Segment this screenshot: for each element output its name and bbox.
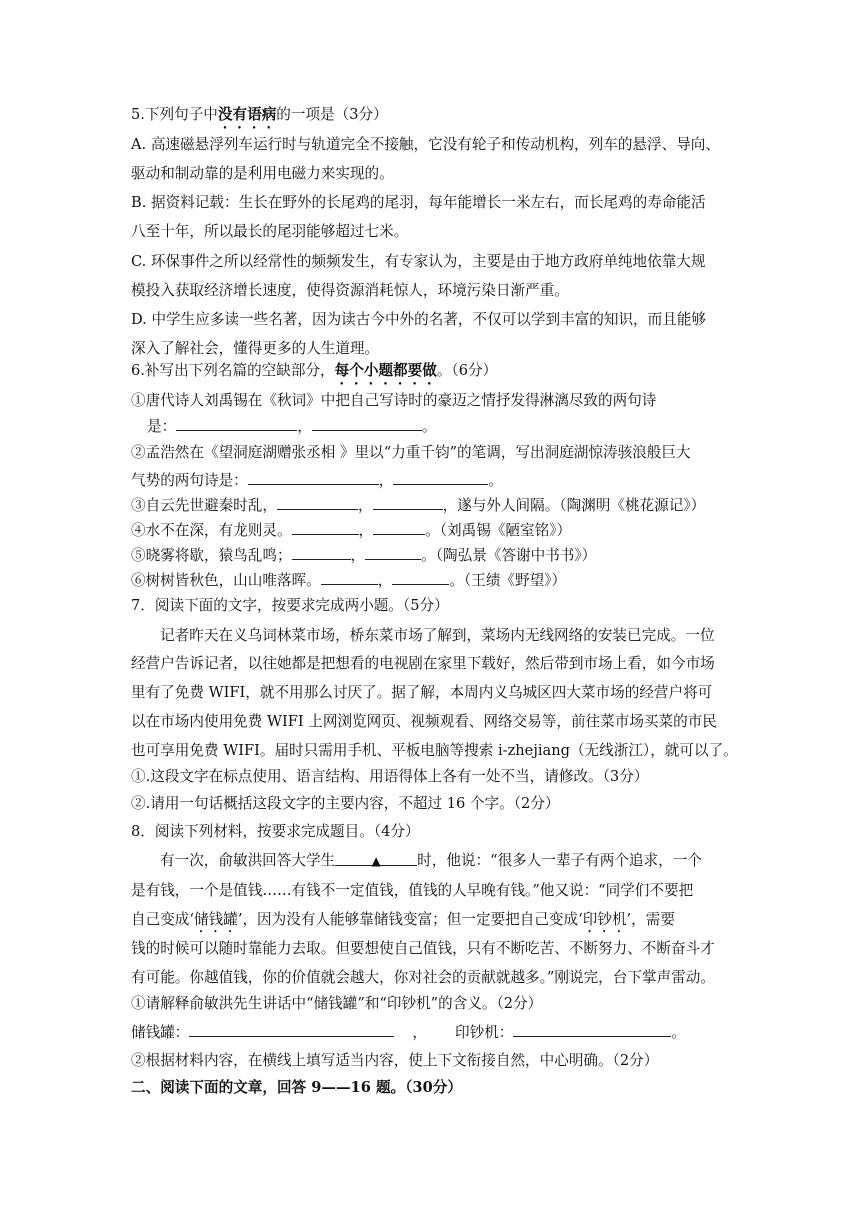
q5-option-d-line1: D. 中学生应多读一些名著，因为读古今中外的名著，不仅可以学到丰富的知识，而且能够 [131, 311, 707, 328]
q6-item6-prefix: ⑥树树皆秋色，山山唯落晖。 [131, 572, 321, 589]
q7-paragraph-line5: 也可享用免费 WIFI。届时只需用手机、平板电脑等搜索 i-zhejiang（无线浙江），就可以了。 [131, 742, 738, 759]
q8-paragraph-line5: 有可能。你越值钱，你的价值就会越大，你对社会的贡献就越多。”刚说完，台下掌声雷动。 [131, 969, 715, 986]
q6-item5-prefix: ⑤晓雾将歇，猿鸟乱鸣； [131, 547, 292, 564]
q6-item1-blank2[interactable] [312, 416, 422, 431]
q6-item1-blank1[interactable] [176, 416, 297, 431]
q5-option-c-line1: C. 环保事件之所以经常性的频频发生，有专家认为，主要是由于地方政府单纯地依靠大规 [131, 253, 706, 270]
q6-title-start: 6.补写出下列名篇的空缺部分， [131, 362, 335, 379]
triangle-marker-icon: ▲ [371, 854, 381, 868]
q7-paragraph-line2: 经营户告诉记者，以往她都是把想看的电视剧在家里下载好，然后带到市场上看，如今市场 [131, 655, 715, 672]
section-2-heading: 二、阅读下面的文章，回答 9——16 题。（30分） [131, 1079, 462, 1096]
q6-item2-sep: ， [378, 472, 394, 489]
q7-paragraph-line3: 里有了免费 WIFI，就不用那么讨厌了。据了解，本周内义乌城区四大菜市场的经营户将可 [131, 684, 713, 701]
q5-title [131, 105, 388, 132]
q8-paragraph-line2: 是有钱，一个是值钱……有钱不一定值钱，值钱的人早晚有钱。”他又说：“同学们不要把 [131, 882, 694, 899]
q5-option-a-line1: A. 高速磁悬浮列车运行时与轨道完全不接触，它没有轮子和传动机构，列车的悬浮、导向、 [131, 136, 720, 153]
q8-term-printer: 印钞机 [582, 911, 627, 928]
q6-item3-sep: ， [357, 497, 373, 514]
q6-item2-prefix: 气势的两句诗是： [131, 472, 248, 489]
q6-item6-sep: ， [377, 572, 393, 589]
q8-answer-line [131, 1022, 686, 1043]
q8-title: 8．阅读下列材料，按要求完成题目。（4分） [131, 823, 420, 840]
q8-line3-part3: ’，需要 [626, 911, 675, 928]
q8-line3-part1: 自己变成‘ [131, 911, 195, 928]
q5-emphasis: 没有语病 [217, 106, 277, 123]
q8-printer-blank[interactable] [513, 1022, 671, 1037]
q5-title-end: 的一项是（3分） [276, 106, 388, 123]
q6-item2-blank2[interactable] [393, 470, 488, 485]
q6-item5 [131, 545, 596, 566]
q8-line1-start: 有一次，俞敏洪回答大学生 [160, 852, 336, 869]
q6-item3-blank2[interactable] [373, 495, 443, 510]
q5-option-a-line2: 驱动和制动靠的是利用电磁力来实现的。 [131, 165, 394, 182]
q7-title: 7．阅读下面的文字，按要求完成两小题。（5分） [131, 597, 449, 614]
q6-title-end: 。（6分） [436, 362, 498, 379]
q5-option-d-line2: 深入了解社会，懂得更多的人生道理。 [131, 340, 380, 357]
q7-subquestion2: ②.请用一句话概括这段文字的主要内容，不超过 16 个字。（2分） [131, 795, 560, 812]
q8-subquestion1: ①请解释俞敏洪先生讲话中“储钱罐”和“印钞机”的含义。（2分） [131, 995, 543, 1012]
q8-line3-part2: ’，因为没有人能够靠储钱变富；但一定要把自己变成‘ [237, 911, 583, 928]
q6-item3 [131, 495, 705, 516]
q6-item3-prefix: ③自云先世避秦时乱， [131, 497, 277, 514]
q8-printer-label: 印钞机： [455, 1024, 514, 1041]
q5-title-start: 5.下列句子中 [131, 106, 218, 123]
q8-piggybank-label: 储钱罐： [131, 1024, 190, 1041]
q7-paragraph-line1: 记者昨天在义乌词林菜市场，桥东菜市场了解到，菜场内无线网络的安装已完成。一位 [160, 627, 715, 644]
q6-item5-blank2[interactable] [365, 545, 421, 560]
q7-subquestion1: ①.这段文字在标点使用、语言结构、用语得体上各有一处不当，请修改。（3分） [131, 768, 649, 785]
q8-term-piggybank: 储钱罐 [194, 911, 238, 928]
q6-item4-blank1[interactable] [292, 520, 359, 535]
q8-paragraph-line3 [131, 910, 675, 936]
q8-paragraph-line4: 钱的时候可以随时靠能力去取。但要想使自己值钱，只有不断吃苦、不断努力、不断奋斗才 [131, 940, 715, 957]
q8-fill-blank[interactable] [335, 851, 417, 866]
q6-item5-sep: ， [350, 547, 366, 564]
q6-item5-source: 。（陶弘景《答谢中书书》） [421, 547, 597, 564]
q6-item4-blank2[interactable] [373, 520, 425, 535]
q6-item6-source: 。（王绩《野望》） [449, 572, 567, 589]
q6-title [131, 361, 497, 388]
q8-paragraph-line1 [160, 851, 702, 871]
q5-option-c-line2: 模投入获取经济增长速度，使得资源消耗惊人，环境污染日渐严重。 [131, 282, 569, 299]
q8-piggybank-blank[interactable] [189, 1022, 394, 1037]
q5-option-b-line2: 八至十年，所以最长的尾羽能够超过七米。 [131, 223, 409, 240]
q6-item1-prefix: 是： [147, 418, 177, 435]
q6-item2-blank1[interactable] [248, 470, 379, 485]
q6-item3-blank1[interactable] [277, 495, 358, 510]
q5-option-b-line1: B. 据资料记载：生长在野外的长尾鸡的尾羽，每年能增长一米左右，而长尾鸡的寿命能活 [131, 194, 706, 211]
q6-item5-blank1[interactable] [292, 545, 351, 560]
q6-item1-sep: ， [297, 418, 312, 435]
q6-emphasis: 每个小题都要做 [334, 362, 437, 379]
q6-item1-line2 [147, 416, 436, 437]
q6-item4-sep: ， [358, 522, 374, 539]
q6-item4-source: 。（刘禹锡《陋室铭》） [425, 522, 572, 539]
q6-item4 [131, 520, 571, 541]
q6-item4-prefix: ④水不在深，有龙则灵。 [131, 522, 292, 539]
q6-item1-line1: ①唐代诗人刘禹锡在《秋词》中把自己写诗时的豪迈之情抒发得淋漓尽致的两句诗 [131, 392, 657, 409]
q6-item3-source: ，遂与外人间隔。（陶渊明《桃花源记》） [442, 497, 706, 514]
q6-item1-end: 。 [421, 418, 437, 435]
q6-item6 [131, 570, 566, 591]
q7-paragraph-line4: 以在市场内使用免费 WIFI 上网浏览网页、视频观看、网络交易等，前往菜市场买菜的市民 [131, 713, 717, 730]
q6-item2-line2 [131, 470, 503, 491]
q8-answer-sep: ， [412, 1024, 427, 1041]
q8-answer-end: 。 [671, 1024, 686, 1041]
q8-subquestion2: ②根据材料内容，在横线上填写适当内容，使上下文衔接自然，中心明确。（2分） [131, 1052, 659, 1069]
q6-item2-end: 。 [488, 472, 503, 489]
q8-line1-end: 时，他说：“很多人一辈子有两个追求，一个 [417, 852, 702, 869]
q6-item6-blank1[interactable] [321, 570, 378, 585]
q6-item2-line1: ②孟浩然在《望洞庭湖赠张丞相 》里以“力重千钧”的笔调，写出洞庭湖惊涛骇浪般巨大 [131, 444, 691, 461]
q6-item6-blank2[interactable] [392, 570, 449, 585]
